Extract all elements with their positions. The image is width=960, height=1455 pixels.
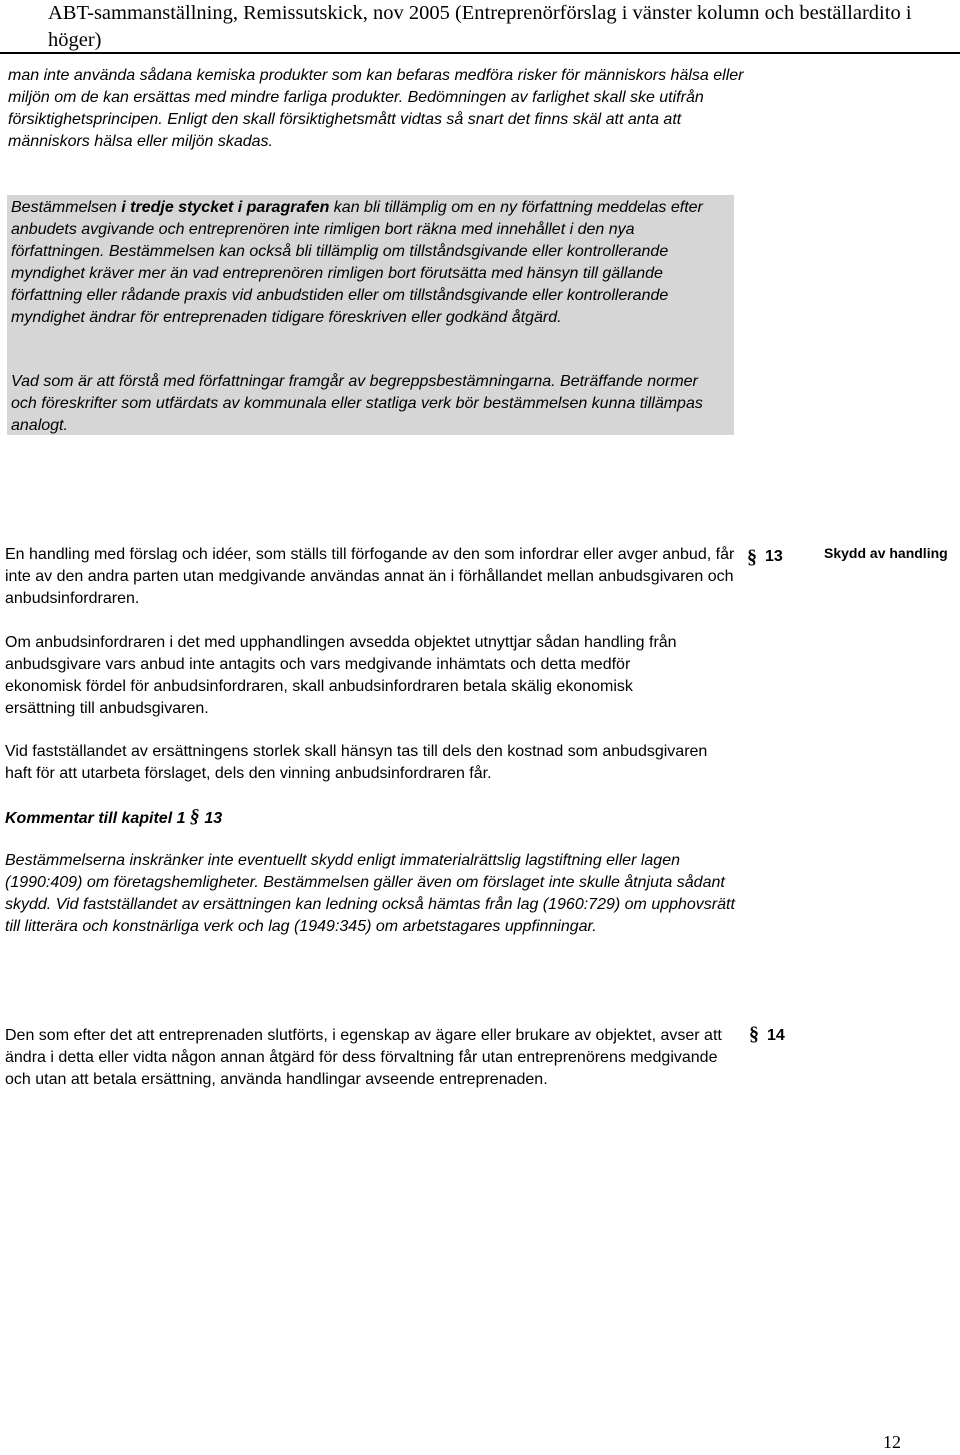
top-paragraph: man inte använda sådana kemiska produkter som kan befaras medföra risker för människors hälsa eller miljön om de kan ersättas med mindre farliga produkter. Bedömningen av farlighet skall ske utifrån försiktighetsprincipen. Enligt den skall försiktighetsmått vidtas så snart det finns skäl att anta att människors hälsa eller miljön skadas. [8, 67, 744, 150]
svg-text:§: § [189, 806, 200, 826]
comment-heading: Kommentar till kapitel 1 § 13 [5, 806, 223, 827]
commentary-box [7, 195, 734, 435]
commentary-paragraph-1: Bestämmelsen i tredje stycket i paragrafen kan bli tillämplig om en ny författning meddelas efter anbudets avgivande och entreprenören inte rimligen bort räkna med innehållet i den nya författningen. Bestämmelsen kan också bli tillämplig om tillståndsgivande eller kontrollerande myndighet kräver mer än vad entreprenören rimligen bort förutsätta med hänsyn till gällande författning eller rådande praxis vid anbudstiden eller om tillståndsgivande eller kontrollerande myndighet ändrar för entreprenaden tidigare föreskriven eller godkänd åtgärd. [11, 199, 703, 326]
section-sign-icon [747, 546, 759, 568]
commentary-paragraph-2: Vad som är att förstå med författningar framgår av begreppsbestämningarna. Beträffande normer och föreskrifter som utfärdats av kommunala eller statliga verk bör bestämmelsen kunna tillämpas analogt. [11, 373, 703, 434]
section-13-paragraph-2: Om anbudsinfordraren i det med upphandlingen avsedda objektet utnyttjar sådan handling från anbudsgivare vars anbud inte antagits och vars medgivande inhämtats och detta medför ekonomisk fördel för anbudsinfordraren, skall anbudsinfordraren betala skälig ekonomisk ersättning till anbudsgivaren. [5, 634, 677, 717]
header-rule [0, 52, 960, 54]
section-14-paragraph-1: Den som efter det att entreprenaden slutförts, i egenskap av ägare eller brukare av objektet, avser att ändra i detta eller vidta någon annan åtgärd för dess förvaltning får utan entreprenörens medgivande och utan att betala ersättning, använda handlingar avseende entreprenaden. [5, 1027, 722, 1088]
svg-text:§: § [749, 1023, 759, 1045]
section-13-paragraph-1: En handling med förslag och idéer, som ställs till förfogande av den som infordrar eller avger anbud, får inte av den andra parten utan medgivande användas annat än i förhållandet mellan anbudsgivaren och anbudsinfordraren. [5, 546, 735, 607]
section-13-title: Skydd av handling [824, 545, 948, 561]
section-13-paragraph-3: Vid fastställandet av ersättningens storlek skall hänsyn tas till dels den kostnad som anbudsgivaren haft för att utarbeta förslaget, dels den vinning anbudsinfordraren får. [5, 743, 708, 782]
section-sign-icon [749, 1023, 761, 1045]
page-header: ABT-sammanställning, Remissutskick, nov 2005 (Entreprenörförslag i vänster kolumn och beställardito i höger) [48, 2, 912, 51]
comment-section-sign-icon [190, 806, 200, 826]
section-14-number: 14 [767, 1027, 785, 1044]
comment-paragraph: Bestämmelserna inskränker inte eventuellt skydd enligt immaterialrättslig lagstiftning eller lagen (1990:409) om företagshemligheter. Bestämmelsen gäller även om förslaget inte skulle åtnjuta sådant skydd. Vid fastställandet av ersättningen kan ledning också hämtas från lag (1960:729) om upphovsrätt till litterära och konstnärliga verk och lag (1949:345) om arbetstagares uppfinningar. [5, 852, 735, 935]
svg-text:§: § [747, 546, 757, 568]
page-number: 12 [883, 1432, 901, 1452]
section-13-number: 13 [765, 548, 783, 565]
